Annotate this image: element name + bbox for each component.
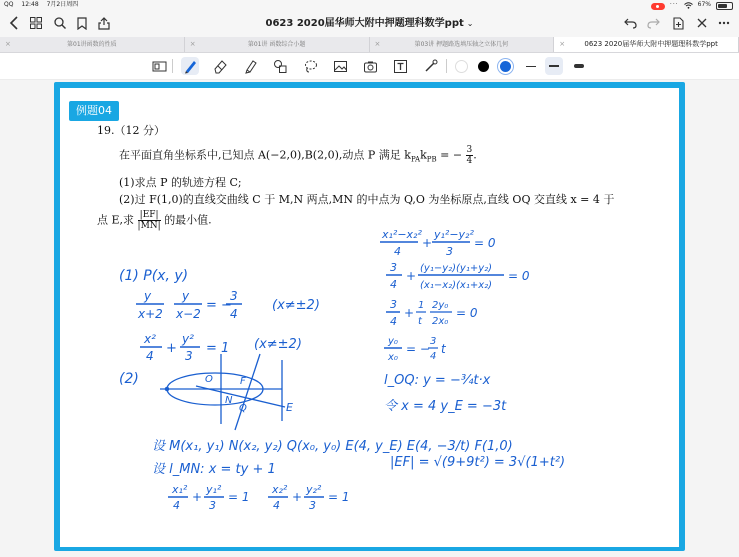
tab-close-icon[interactable]: ×: [189, 40, 196, 48]
color-swatch-white[interactable]: [452, 57, 470, 75]
shapes-icon[interactable]: [271, 57, 289, 75]
hw-r1-den1: 4: [394, 245, 401, 258]
tab-close-icon[interactable]: ×: [559, 40, 566, 48]
fraction-ef: |EF|: [138, 210, 161, 221]
time-label: 12:48: [21, 1, 39, 8]
hw-l7-num3: x₂²: [272, 483, 288, 496]
hw-r4-den1: x₀: [388, 352, 398, 363]
add-page-icon[interactable]: [668, 13, 688, 33]
diagram-label-e: E: [286, 401, 293, 414]
handwriting-left: [119, 268, 513, 512]
hw-l2-den3: 4: [230, 307, 238, 321]
page-layout-icon[interactable]: [150, 57, 168, 75]
screen-record-icon[interactable]: [651, 3, 665, 10]
annotation-toolbar: [0, 53, 739, 80]
tab-1[interactable]: [0, 37, 185, 52]
ellipse-diagram: [160, 354, 285, 430]
hw-r2-den1: 4: [390, 278, 397, 291]
hw-l3-condition: (x≠±2): [254, 337, 302, 352]
hw-r6: 令 x = 4 y_E = −3t: [384, 399, 507, 414]
hw-r2-den2: (x₁−x₂)(x₁+x₂): [420, 280, 493, 291]
thickness-thick[interactable]: [570, 57, 588, 75]
color-swatch-black[interactable]: [474, 57, 492, 75]
tab-close-icon[interactable]: ×: [374, 40, 381, 48]
hw-l2-den1: x+2: [138, 307, 163, 321]
diagram-label-q: Q: [239, 403, 247, 414]
hw-l2-num2: y: [182, 289, 190, 303]
problem-number: 19.（12 分）: [97, 124, 165, 137]
hw-r3-den1: 4: [390, 315, 397, 328]
tab-4-active[interactable]: [554, 37, 739, 52]
laser-pointer-icon[interactable]: [421, 57, 439, 75]
slide-frame: [54, 82, 685, 551]
tab-2[interactable]: [185, 37, 370, 52]
problem-part-1: (1)求点 P 的轨迹方程 C;: [119, 176, 242, 189]
hw-l7-den1: 4: [173, 499, 180, 512]
hw-l2-num3: 3: [230, 289, 238, 303]
toolbar-divider: [446, 59, 447, 73]
lasso-icon[interactable]: [301, 57, 319, 75]
hw-r1-den2: 3: [446, 245, 453, 258]
problem-part-2-cont-text: 点 E,求: [97, 213, 135, 227]
redo-icon[interactable]: [643, 13, 663, 33]
hw-l7-eq2: = 1: [328, 490, 350, 504]
hw-l7-plus2: +: [292, 490, 303, 504]
fraction-mn: |MN|: [137, 221, 161, 231]
hw-l2-eq: = −: [206, 298, 232, 313]
hw-l3-den1: 4: [146, 349, 154, 363]
hw-r2-eq: = 0: [508, 269, 530, 283]
hw-r3-num2: 1: [418, 300, 425, 311]
hw-r4-num1: y₀: [388, 336, 398, 347]
hw-line-4: (2): [119, 371, 139, 387]
problem-part-2-end: 的最小值.: [164, 213, 212, 227]
vertex-point: [165, 387, 168, 390]
thickness-thin[interactable]: [522, 57, 540, 75]
hw-l2-den2: x−2: [176, 307, 201, 321]
equals-minus: = −: [440, 148, 463, 162]
subscript-pa: PA: [410, 155, 421, 164]
date-label: 7月2日周四: [46, 1, 79, 8]
hw-l3-num2: y²: [182, 332, 194, 346]
hw-r3-plus: +: [404, 306, 415, 320]
hw-l3-den2: 3: [185, 349, 193, 363]
hw-l7-num4: y₂²: [306, 483, 322, 496]
hw-r3-num3: 2y₀: [432, 300, 449, 311]
tab-label: 第01讲 函数综合小题: [247, 41, 306, 48]
hw-line-1: (1) P(x, y): [119, 268, 189, 284]
color-swatch-blue-selected[interactable]: [496, 57, 514, 75]
hw-l7-den3: 4: [273, 499, 280, 512]
tab-label: 第01讲函数的性质: [67, 41, 117, 48]
problem-line-1-text: 在平面直角坐标系中,已知点 A(−2,0),B(2,0),动点 P 满足 k: [119, 148, 411, 162]
hw-r3-den2: t: [418, 316, 422, 327]
highlighter-icon[interactable]: [241, 57, 259, 75]
hw-r2-num1: 3: [390, 261, 397, 274]
hw-r2-num2: (y₁−y₂)(y₁+y₂): [420, 263, 493, 274]
title-chevron-down-icon: ⌄: [466, 19, 474, 28]
hw-l7-den4: 3: [309, 499, 316, 512]
hw-r3-num1: 3: [390, 298, 397, 311]
hw-l7-eq1: = 1: [228, 490, 250, 504]
problem-part-2: (2)过 F(1,0)的直线交曲线 C 于 M,N 两点,MN 的中点为 Q,O 为坐标原点,直线 OQ 交直线 x = 4 于: [119, 193, 615, 206]
hw-r1-num1: x₁²−x₂²: [382, 228, 422, 241]
diagram-label-f: F: [240, 376, 246, 387]
fraction-denominator: 4: [466, 156, 473, 166]
hw-r4-den2: 4: [430, 351, 437, 362]
image-icon[interactable]: [331, 57, 349, 75]
camera-icon[interactable]: [361, 57, 379, 75]
hw-r3-den3: 2x₀: [432, 316, 449, 327]
hw-l2-num1: y: [144, 289, 152, 303]
tab-3[interactable]: [370, 37, 555, 52]
eraser-icon[interactable]: [211, 57, 229, 75]
hw-l7-den2: 3: [209, 499, 216, 512]
hw-line-6: 设 l_MN: x = ty + 1: [152, 462, 276, 477]
title-bar: [0, 10, 739, 37]
hw-l3-num1: x²: [144, 332, 156, 346]
toolbar-divider: [172, 59, 173, 73]
secant-line: [235, 354, 260, 430]
text-tool-icon[interactable]: [391, 57, 409, 75]
hw-r4-t: t: [441, 342, 446, 356]
pen-icon[interactable]: [181, 57, 199, 75]
hw-l3-eq: = 1: [206, 341, 230, 356]
tab-label: 第03讲 押题路选填压轴之立体几何: [414, 41, 509, 48]
thickness-medium-selected[interactable]: [545, 57, 563, 75]
status-left: [4, 0, 84, 10]
hw-r7: |EF| = √(9+9t²) = 3√(1+t²): [390, 455, 566, 470]
battery-icon: [716, 2, 733, 10]
undo-icon[interactable]: [620, 13, 640, 33]
hw-l7-num2: y₁²: [206, 483, 222, 496]
hw-r3-eq: = 0: [456, 306, 478, 320]
hw-l7-plus1: +: [192, 490, 203, 504]
handwriting-layer: [60, 88, 679, 547]
carrier-label: QQ: [4, 1, 14, 8]
hw-r4-num2: 3: [430, 336, 437, 347]
hw-r1-plus: +: [422, 236, 433, 250]
tab-label: 0623 2020届华师大附中押题理科数学ppt: [584, 40, 718, 48]
problem-line-1: 在平面直角坐标系中,已知点 A(−2,0),B(2,0),动点 P 满足 $k_{PA}k_{PB}$ = − $\frac{3}{4}$ .: [119, 145, 477, 166]
battery-percent: 67%: [697, 1, 711, 8]
handwriting-right: [380, 228, 565, 470]
diagram-label-o: O: [205, 374, 213, 385]
tab-bar: [0, 37, 739, 53]
status-right: [651, 0, 733, 10]
hw-r2-plus: +: [406, 269, 417, 283]
hw-r5: l_OQ: y = −¾t·x: [384, 373, 491, 388]
hw-l2-condition: (x≠±2): [272, 298, 320, 313]
document-title-text: 0623 2020届华师大附中押题理科数学ppt: [265, 18, 464, 29]
hw-r1-eq: = 0: [474, 236, 496, 250]
diagram-label-n: N: [225, 395, 233, 406]
hw-line-5: 设 M(x₁, y₁) N(x₂, y₂) Q(x₀, y₀) E(4, y_E) E(4, −3/t) F(1,0): [152, 439, 513, 454]
hw-l3-plus: +: [166, 341, 177, 356]
tab-close-icon[interactable]: ×: [5, 40, 11, 48]
hw-r1-num2: y₁²−y₂²: [434, 228, 474, 241]
subscript-pb: PB: [426, 155, 437, 164]
document-canvas[interactable]: [0, 80, 739, 557]
example-badge: 例题04: [69, 101, 119, 121]
more-icon[interactable]: [714, 13, 734, 33]
wifi-icon: [684, 2, 693, 9]
status-bar: [0, 0, 739, 10]
dots-icon: ···: [669, 1, 679, 8]
fraction-numerator: 3: [466, 145, 473, 155]
hw-r4-eq: = −: [406, 342, 430, 356]
close-icon[interactable]: [692, 13, 712, 33]
k-symbol: k: [420, 148, 427, 162]
hw-l7-num1: x₁²: [172, 483, 188, 496]
slide-page[interactable]: [60, 88, 679, 547]
